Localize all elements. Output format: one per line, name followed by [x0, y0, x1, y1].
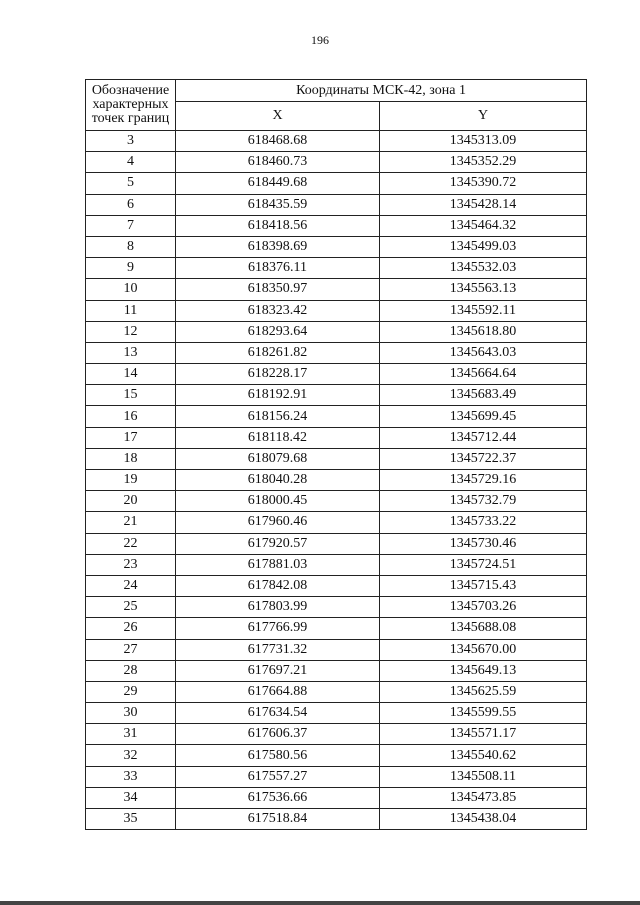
cell-point-number: 34: [86, 787, 176, 808]
table-row: [86, 554, 587, 575]
table-row: [86, 491, 587, 512]
cell-y: 1345688.08: [380, 618, 587, 639]
cell-y: 1345571.17: [380, 724, 587, 745]
cell-x: 617697.21: [176, 660, 380, 681]
header-x: X: [176, 102, 380, 131]
cell-y: 1345670.00: [380, 639, 587, 660]
cell-y: 1345352.29: [380, 152, 587, 173]
cell-point-number: 4: [86, 152, 176, 173]
cell-x: 618460.73: [176, 152, 380, 173]
page-number: 196: [311, 33, 329, 47]
cell-point-number: 19: [86, 470, 176, 491]
table-row: [86, 660, 587, 681]
cell-point-number: 31: [86, 724, 176, 745]
cell-x: 617580.56: [176, 745, 380, 766]
cell-point-number: 5: [86, 173, 176, 194]
cell-x: 617664.88: [176, 681, 380, 702]
table-row: [86, 427, 587, 448]
table-row: [86, 745, 587, 766]
cell-x: 618350.97: [176, 279, 380, 300]
table-row: [86, 152, 587, 173]
table-row: [86, 787, 587, 808]
table-row: [86, 131, 587, 152]
cell-point-number: 21: [86, 512, 176, 533]
cell-point-number: 27: [86, 639, 176, 660]
cell-point-number: 23: [86, 554, 176, 575]
cell-point-number: 15: [86, 385, 176, 406]
cell-point-number: 8: [86, 236, 176, 257]
cell-y: 1345649.13: [380, 660, 587, 681]
cell-y: 1345592.11: [380, 300, 587, 321]
cell-x: 618418.56: [176, 215, 380, 236]
table-row: [86, 173, 587, 194]
cell-y: 1345724.51: [380, 554, 587, 575]
cell-x: 617536.66: [176, 787, 380, 808]
cell-y: 1345473.85: [380, 787, 587, 808]
table-row: [86, 766, 587, 787]
cell-x: 618293.64: [176, 321, 380, 342]
cell-x: 617557.27: [176, 766, 380, 787]
table-row: [86, 215, 587, 236]
cell-y: 1345508.11: [380, 766, 587, 787]
table-row: [86, 385, 587, 406]
table-row: [86, 406, 587, 427]
cell-y: 1345712.44: [380, 427, 587, 448]
cell-x: 618156.24: [176, 406, 380, 427]
table-row: [86, 194, 587, 215]
cell-x: 617803.99: [176, 597, 380, 618]
cell-point-number: 26: [86, 618, 176, 639]
cell-x: 618468.68: [176, 131, 380, 152]
cell-y: 1345540.62: [380, 745, 587, 766]
cell-x: 618261.82: [176, 342, 380, 363]
table-row: [86, 724, 587, 745]
cell-point-number: 14: [86, 364, 176, 385]
table-row: [86, 575, 587, 596]
cell-x: 618000.45: [176, 491, 380, 512]
cell-x: 617518.84: [176, 809, 380, 830]
header-point-designation: Обозначение характерных точек границ: [86, 80, 176, 131]
table-row: [86, 258, 587, 279]
cell-y: 1345733.22: [380, 512, 587, 533]
cell-point-number: 10: [86, 279, 176, 300]
cell-point-number: 25: [86, 597, 176, 618]
table-row: [86, 681, 587, 702]
cell-x: 618192.91: [176, 385, 380, 406]
cell-y: 1345730.46: [380, 533, 587, 554]
cell-point-number: 3: [86, 131, 176, 152]
table-row: [86, 300, 587, 321]
cell-point-number: 20: [86, 491, 176, 512]
cell-y: 1345599.55: [380, 703, 587, 724]
table-row: [86, 279, 587, 300]
cell-point-number: 24: [86, 575, 176, 596]
cell-point-number: 28: [86, 660, 176, 681]
cell-x: 617920.57: [176, 533, 380, 554]
cell-point-number: 33: [86, 766, 176, 787]
table-row: [86, 703, 587, 724]
header-coordinates-group: Координаты МСК-42, зона 1: [176, 80, 587, 102]
table-row: [86, 597, 587, 618]
cell-x: 618079.68: [176, 448, 380, 469]
cell-x: 618118.42: [176, 427, 380, 448]
cell-x: 618040.28: [176, 470, 380, 491]
cell-x: 617731.32: [176, 639, 380, 660]
cell-x: 618449.68: [176, 173, 380, 194]
cell-y: 1345732.79: [380, 491, 587, 512]
table-header: [86, 80, 587, 131]
cell-x: 617606.37: [176, 724, 380, 745]
cell-y: 1345618.80: [380, 321, 587, 342]
table-row: [86, 236, 587, 257]
cell-point-number: 35: [86, 809, 176, 830]
cell-y: 1345643.03: [380, 342, 587, 363]
cell-y: 1345563.13: [380, 279, 587, 300]
table-row: [86, 470, 587, 491]
table-row: [86, 364, 587, 385]
table-row: [86, 342, 587, 363]
cell-x: 618228.17: [176, 364, 380, 385]
table-row: [86, 809, 587, 830]
cell-x: 617842.08: [176, 575, 380, 596]
cell-y: 1345664.64: [380, 364, 587, 385]
cell-y: 1345499.03: [380, 236, 587, 257]
cell-y: 1345438.04: [380, 809, 587, 830]
cell-point-number: 29: [86, 681, 176, 702]
cell-point-number: 30: [86, 703, 176, 724]
table-row: [86, 512, 587, 533]
bottom-edge-rule: [0, 901, 640, 905]
table-row: [86, 321, 587, 342]
cell-y: 1345703.26: [380, 597, 587, 618]
cell-x: 617881.03: [176, 554, 380, 575]
cell-point-number: 12: [86, 321, 176, 342]
cell-point-number: 11: [86, 300, 176, 321]
cell-x: 617960.46: [176, 512, 380, 533]
cell-y: 1345625.59: [380, 681, 587, 702]
cell-y: 1345729.16: [380, 470, 587, 491]
table-row: [86, 618, 587, 639]
cell-x: 618376.11: [176, 258, 380, 279]
cell-point-number: 32: [86, 745, 176, 766]
table-body: [86, 131, 587, 830]
cell-y: 1345699.45: [380, 406, 587, 427]
table-row: [86, 639, 587, 660]
cell-y: 1345532.03: [380, 258, 587, 279]
cell-x: 618323.42: [176, 300, 380, 321]
cell-x: 617634.54: [176, 703, 380, 724]
cell-point-number: 16: [86, 406, 176, 427]
cell-y: 1345390.72: [380, 173, 587, 194]
cell-x: 617766.99: [176, 618, 380, 639]
cell-point-number: 18: [86, 448, 176, 469]
cell-y: 1345313.09: [380, 131, 587, 152]
coordinates-table: [85, 79, 587, 830]
cell-x: 618398.69: [176, 236, 380, 257]
table-row: [86, 533, 587, 554]
cell-x: 618435.59: [176, 194, 380, 215]
cell-y: 1345428.14: [380, 194, 587, 215]
cell-y: 1345464.32: [380, 215, 587, 236]
cell-y: 1345683.49: [380, 385, 587, 406]
cell-point-number: 7: [86, 215, 176, 236]
cell-y: 1345715.43: [380, 575, 587, 596]
cell-point-number: 13: [86, 342, 176, 363]
cell-point-number: 22: [86, 533, 176, 554]
table-row: [86, 448, 587, 469]
header-y: Y: [380, 102, 587, 131]
cell-point-number: 17: [86, 427, 176, 448]
cell-y: 1345722.37: [380, 448, 587, 469]
cell-point-number: 6: [86, 194, 176, 215]
cell-point-number: 9: [86, 258, 176, 279]
